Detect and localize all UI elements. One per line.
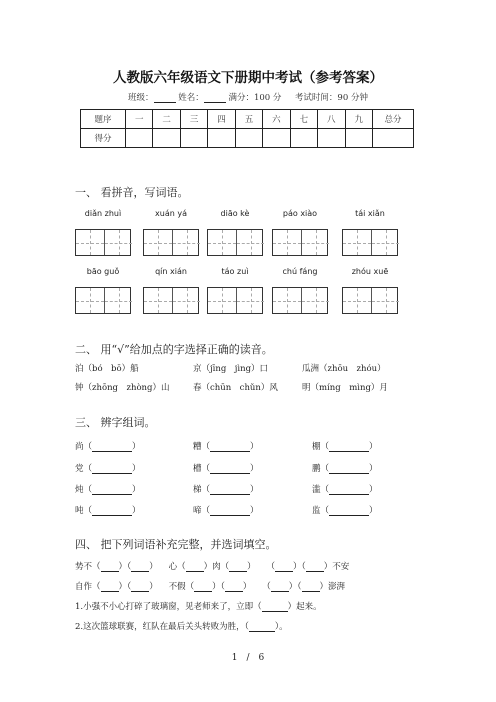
section-4-heading: 四、 把下列词语补充完整，并选词填空。: [75, 538, 277, 551]
answer-blank[interactable]: [186, 562, 204, 572]
pinyin-label: tái xiǎn: [355, 209, 385, 218]
answer-blank[interactable]: [210, 442, 250, 452]
char-group-item: 糟（ ）: [193, 442, 259, 452]
page-number: 1 / 6: [231, 653, 265, 663]
reading-choice: 泊（bó bō）船: [75, 364, 139, 374]
char-group-item: 尚（ ）: [75, 442, 141, 452]
section-3-heading: 三、 辨字组词。: [75, 416, 156, 429]
text: ）。: [274, 622, 288, 632]
score-cell[interactable]: [290, 129, 317, 148]
answer-blank[interactable]: [92, 485, 132, 495]
score-cell[interactable]: [153, 129, 180, 148]
char-group-item: 吨（ ）: [75, 506, 141, 516]
answer-blank[interactable]: [329, 485, 369, 495]
score-table-header-cell: 四: [208, 110, 235, 129]
text: ）起来。: [287, 602, 322, 612]
pinyin-label: diāo kè: [220, 209, 250, 218]
name-label: 姓名：: [178, 93, 204, 103]
char: 滥: [312, 485, 321, 495]
answer-blank[interactable]: [249, 622, 275, 632]
answer-blank[interactable]: [306, 562, 324, 572]
page-title: 人教版六年级语文下册期中考试（参考答案）: [113, 70, 383, 86]
char-group-item: 鹏（ ）: [312, 464, 378, 474]
char: 糟: [193, 442, 202, 452]
text: ）: [149, 562, 158, 572]
char: 尚: [75, 442, 84, 452]
score-table-header-cell: 二: [153, 110, 180, 129]
text: 1.小强不小心打碎了玻璃窗，见老师来了，立即（: [75, 602, 262, 612]
reading-choice: 瓜洲（zhōu zhóu）: [302, 364, 386, 374]
section-1-heading: 一、 看拼音，写词语。: [75, 186, 189, 199]
char-group-item: 党（ ）: [75, 464, 141, 474]
char-group-item: 啼（ ）: [193, 506, 259, 516]
answer-blank[interactable]: [101, 582, 119, 592]
char-group-item: 梯（ ）: [193, 485, 259, 495]
reading-choice: 京（jīng jìng）口: [193, 364, 269, 374]
char: 棚: [312, 442, 321, 452]
writing-box[interactable]: [143, 287, 199, 314]
score-cell[interactable]: [373, 129, 414, 148]
score-table-header-cell: 一: [126, 110, 153, 129]
score-cell[interactable]: [126, 129, 153, 148]
answer-blank[interactable]: [210, 485, 250, 495]
answer-blank[interactable]: [92, 506, 132, 516]
answer-blank[interactable]: [271, 582, 289, 592]
char: 炖: [75, 485, 84, 495]
score-cell[interactable]: [318, 129, 345, 148]
answer-blank[interactable]: [131, 582, 149, 592]
text: 自作（: [75, 582, 101, 592]
answer-blank[interactable]: [194, 582, 212, 592]
text: （: [262, 582, 271, 592]
answer-blank[interactable]: [92, 442, 132, 452]
text: 心（: [168, 562, 186, 572]
answer-blank[interactable]: [101, 562, 119, 572]
score-table-header-cell: 八: [318, 110, 345, 129]
student-info-line: [0, 91, 496, 103]
text: ）: [247, 562, 256, 572]
writing-box[interactable]: [75, 229, 131, 256]
text: ）（: [118, 582, 132, 592]
text: ）（: [118, 562, 132, 572]
pinyin-label: táo zuì: [221, 267, 249, 276]
score-table-header-cell: 六: [263, 110, 290, 129]
text: ）澎湃: [319, 582, 346, 592]
char-group-item: 滥（ ）: [312, 485, 378, 495]
text: ）（: [212, 582, 225, 592]
answer-blank[interactable]: [329, 464, 369, 474]
text: ）: [149, 582, 158, 592]
writing-box[interactable]: [143, 229, 199, 256]
name-blank[interactable]: [204, 93, 226, 103]
text: ）不安: [323, 562, 350, 572]
pinyin-label: diǎn zhuì: [84, 209, 122, 218]
text: ）（: [288, 582, 302, 592]
writing-box[interactable]: [272, 287, 328, 314]
section-2-heading: 二、 用“√”给加点的字选择正确的读音。: [75, 343, 273, 356]
text: 2.这次篮球联赛，红队在最后关头转败为胜，（: [75, 622, 249, 632]
full-score: 满分：100 分: [228, 93, 282, 103]
char-group-item: 棚（ ）: [312, 442, 378, 452]
answer-blank[interactable]: [92, 464, 132, 474]
char: 党: [75, 464, 84, 474]
score-table-header-cell: 总分: [373, 110, 414, 129]
answer-blank[interactable]: [329, 442, 369, 452]
score-table-header-cell: 五: [235, 110, 262, 129]
reading-choice: 明（míng mìng）月: [302, 383, 388, 393]
answer-blank[interactable]: [210, 464, 250, 474]
char: 吨: [75, 506, 84, 516]
score-cell[interactable]: [235, 129, 262, 148]
text: ）肉（: [203, 562, 230, 572]
score-cell[interactable]: [263, 129, 290, 148]
score-table-header-cell: 题序: [81, 110, 126, 129]
answer-blank[interactable]: [229, 562, 247, 572]
writing-box[interactable]: [272, 229, 328, 256]
score-table-header-cell: 九: [345, 110, 373, 129]
char: 鹏: [312, 464, 321, 474]
score-table: [80, 109, 414, 148]
writing-box[interactable]: [75, 287, 131, 314]
score-table-header-row: [81, 110, 414, 129]
char-group-item: 炖（ ）: [75, 485, 141, 495]
pinyin-label: xuán yá: [155, 209, 187, 218]
char-group-item: 监（ ）: [312, 506, 378, 516]
text: ）（: [292, 562, 306, 572]
answer-blank[interactable]: [225, 582, 243, 592]
char: 监: [312, 506, 321, 516]
char: 梯: [193, 485, 202, 495]
score-table-header-cell: 三: [180, 110, 207, 129]
text: ）: [242, 582, 252, 592]
pinyin-label: zhóu xuē: [351, 267, 389, 276]
exam-time: 考试时间：90 分钟: [294, 93, 368, 103]
writing-box[interactable]: [207, 229, 263, 256]
answer-blank[interactable]: [131, 562, 149, 572]
pinyin-label: bāo guǒ: [86, 267, 120, 276]
score-cell[interactable]: [345, 129, 373, 148]
score-cell[interactable]: [180, 129, 207, 148]
answer-blank[interactable]: [210, 506, 250, 516]
writing-box[interactable]: [207, 287, 263, 314]
answer-blank[interactable]: [275, 562, 293, 572]
score-row-label: 得分: [81, 129, 126, 148]
writing-box[interactable]: [342, 229, 398, 256]
pinyin-label: qín xián: [155, 267, 187, 276]
reading-choice: 春（chūn chǔn）风: [193, 383, 278, 393]
answer-blank[interactable]: [302, 582, 320, 592]
idiom-row-1: [75, 560, 349, 572]
char: 槽: [193, 464, 202, 474]
class-blank[interactable]: [154, 93, 176, 103]
class-label: 班级：: [128, 93, 154, 103]
reading-choice: 钟（zhōng zhòng）山: [75, 383, 170, 393]
score-cell[interactable]: [208, 129, 235, 148]
writing-box[interactable]: [342, 287, 398, 314]
pinyin-label: chú fáng: [282, 267, 318, 276]
score-table-header-cell: 七: [290, 110, 317, 129]
text: （: [266, 562, 275, 572]
fill-question-1: [75, 600, 322, 612]
text: 不假（: [168, 582, 195, 592]
fill-question-2: [75, 620, 288, 632]
answer-blank[interactable]: [329, 506, 369, 516]
char: 啼: [193, 506, 202, 516]
char-group-item: 槽（ ）: [193, 464, 259, 474]
pinyin-label: páo xiào: [282, 209, 318, 218]
answer-blank[interactable]: [262, 602, 288, 612]
score-table-score-row: [81, 129, 414, 148]
text: 势不（: [75, 562, 101, 572]
idiom-row-2: [75, 580, 345, 592]
